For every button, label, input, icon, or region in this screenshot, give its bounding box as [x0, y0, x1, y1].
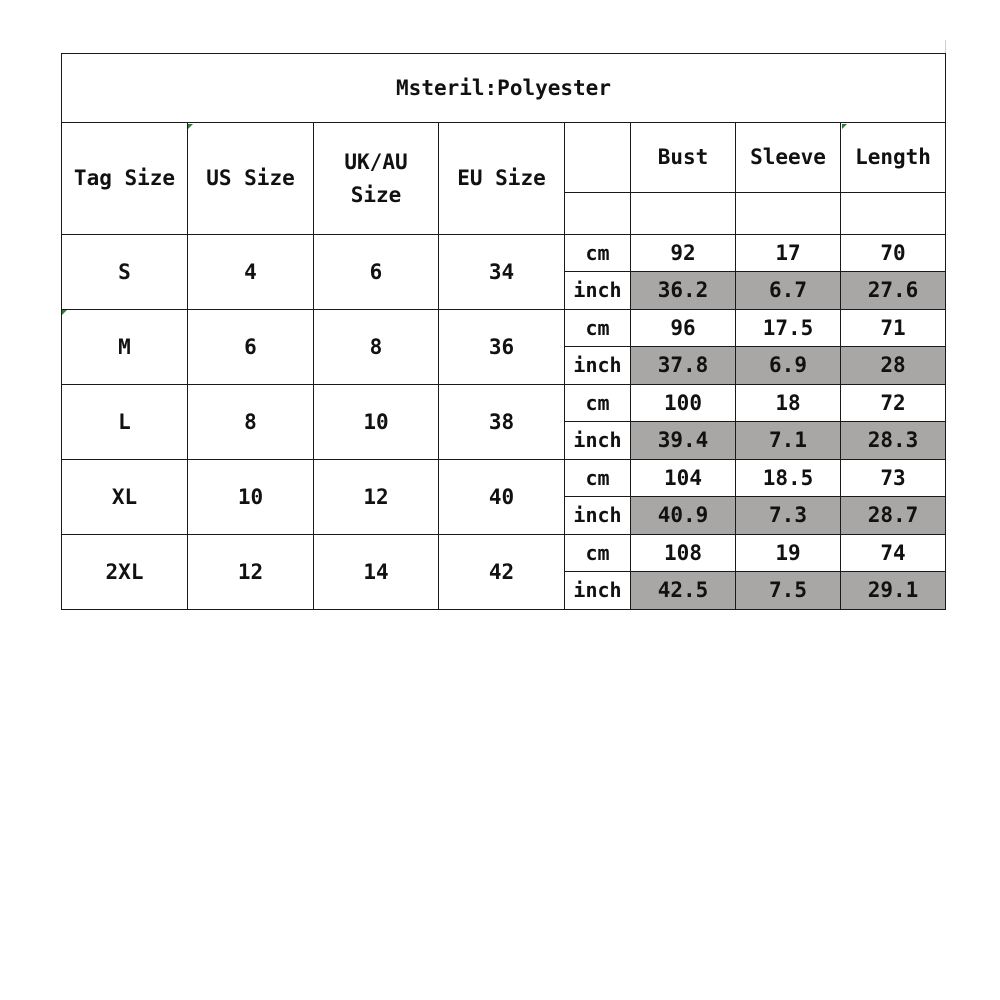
size-eu-cell: 42: [439, 535, 565, 610]
header-unit-blank: [565, 123, 631, 193]
bust-inch-cell: 42.5: [631, 572, 736, 610]
bust-cm-cell: 108: [631, 535, 736, 572]
length-cm-cell: 74: [841, 535, 946, 572]
unit-cm-cell: cm: [565, 385, 631, 422]
header-eu-size: EU Size: [439, 123, 565, 235]
length-cm-cell: 70: [841, 235, 946, 272]
unit-inch-cell: inch: [565, 347, 631, 385]
header-blank-cell: [841, 193, 946, 235]
length-cm-cell: 71: [841, 310, 946, 347]
cell-marker: [842, 124, 847, 129]
unit-cm-cell: cm: [565, 310, 631, 347]
size-ukau-cell: 14: [314, 535, 439, 610]
size-ukau-cell: 12: [314, 460, 439, 535]
size-us-cell: 4: [188, 235, 314, 310]
length-inch-cell: 28.7: [841, 497, 946, 535]
size-chart-table: [61, 53, 946, 610]
size-eu-cell: 38: [439, 385, 565, 460]
header-ukau-line1: UK/AU: [344, 149, 408, 174]
header-blank-cell: [631, 193, 736, 235]
size-tag-cell: 2XL: [62, 535, 188, 610]
size-row-cm: [62, 235, 946, 272]
sleeve-inch-cell: 7.1: [736, 422, 841, 460]
title-row: [62, 54, 946, 123]
material-title: Msteril:Polyester: [62, 54, 946, 123]
length-cm-cell: 73: [841, 460, 946, 497]
size-us-cell: 6: [188, 310, 314, 385]
size-ukau-cell: 6: [314, 235, 439, 310]
header-ukau-size: [314, 123, 439, 235]
sleeve-cm-cell: 18: [736, 385, 841, 422]
length-inch-cell: 29.1: [841, 572, 946, 610]
size-eu-cell: 34: [439, 235, 565, 310]
size-us-cell: 12: [188, 535, 314, 610]
sleeve-cm-cell: 18.5: [736, 460, 841, 497]
header-bust: Bust: [631, 123, 736, 193]
size-row-cm: [62, 385, 946, 422]
header-ukau-line2: Size: [350, 182, 402, 207]
size-row-cm: [62, 460, 946, 497]
unit-inch-cell: inch: [565, 572, 631, 610]
header-tag-size: Tag Size: [62, 123, 188, 235]
cell-marker: [188, 124, 193, 129]
unit-cm-cell: cm: [565, 460, 631, 497]
bust-cm-cell: 104: [631, 460, 736, 497]
header-blank-cell: [565, 193, 631, 235]
unit-inch-cell: inch: [565, 272, 631, 310]
length-inch-cell: 27.6: [841, 272, 946, 310]
header-blank-cell: [736, 193, 841, 235]
sleeve-cm-cell: 17: [736, 235, 841, 272]
sleeve-inch-cell: 7.5: [736, 572, 841, 610]
bust-inch-cell: 39.4: [631, 422, 736, 460]
bust-cm-cell: 92: [631, 235, 736, 272]
header-length: Length: [841, 123, 946, 193]
bust-cm-cell: 100: [631, 385, 736, 422]
bust-cm-cell: 96: [631, 310, 736, 347]
header-us-size: US Size: [188, 123, 314, 235]
size-tag-cell: L: [62, 385, 188, 460]
bust-inch-cell: 36.2: [631, 272, 736, 310]
size-tag-cell: XL: [62, 460, 188, 535]
size-eu-cell: 36: [439, 310, 565, 385]
size-row-cm: [62, 535, 946, 572]
sleeve-cm-cell: 19: [736, 535, 841, 572]
size-ukau-cell: 10: [314, 385, 439, 460]
header-row: [62, 123, 946, 193]
bust-inch-cell: 37.8: [631, 347, 736, 385]
length-cm-cell: 72: [841, 385, 946, 422]
sleeve-cm-cell: 17.5: [736, 310, 841, 347]
sleeve-inch-cell: 7.3: [736, 497, 841, 535]
unit-inch-cell: inch: [565, 422, 631, 460]
size-us-cell: 10: [188, 460, 314, 535]
size-ukau-cell: 8: [314, 310, 439, 385]
sleeve-inch-cell: 6.9: [736, 347, 841, 385]
unit-inch-cell: inch: [565, 497, 631, 535]
unit-cm-cell: cm: [565, 235, 631, 272]
sleeve-inch-cell: 6.7: [736, 272, 841, 310]
size-tag-cell: M: [62, 310, 188, 385]
cell-marker: [62, 310, 67, 315]
bust-inch-cell: 40.9: [631, 497, 736, 535]
unit-cm-cell: cm: [565, 535, 631, 572]
size-eu-cell: 40: [439, 460, 565, 535]
length-inch-cell: 28.3: [841, 422, 946, 460]
size-us-cell: 8: [188, 385, 314, 460]
size-row-cm: [62, 310, 946, 347]
edge-line: [945, 40, 946, 53]
length-inch-cell: 28: [841, 347, 946, 385]
size-tag-cell: S: [62, 235, 188, 310]
header-sleeve: Sleeve: [736, 123, 841, 193]
